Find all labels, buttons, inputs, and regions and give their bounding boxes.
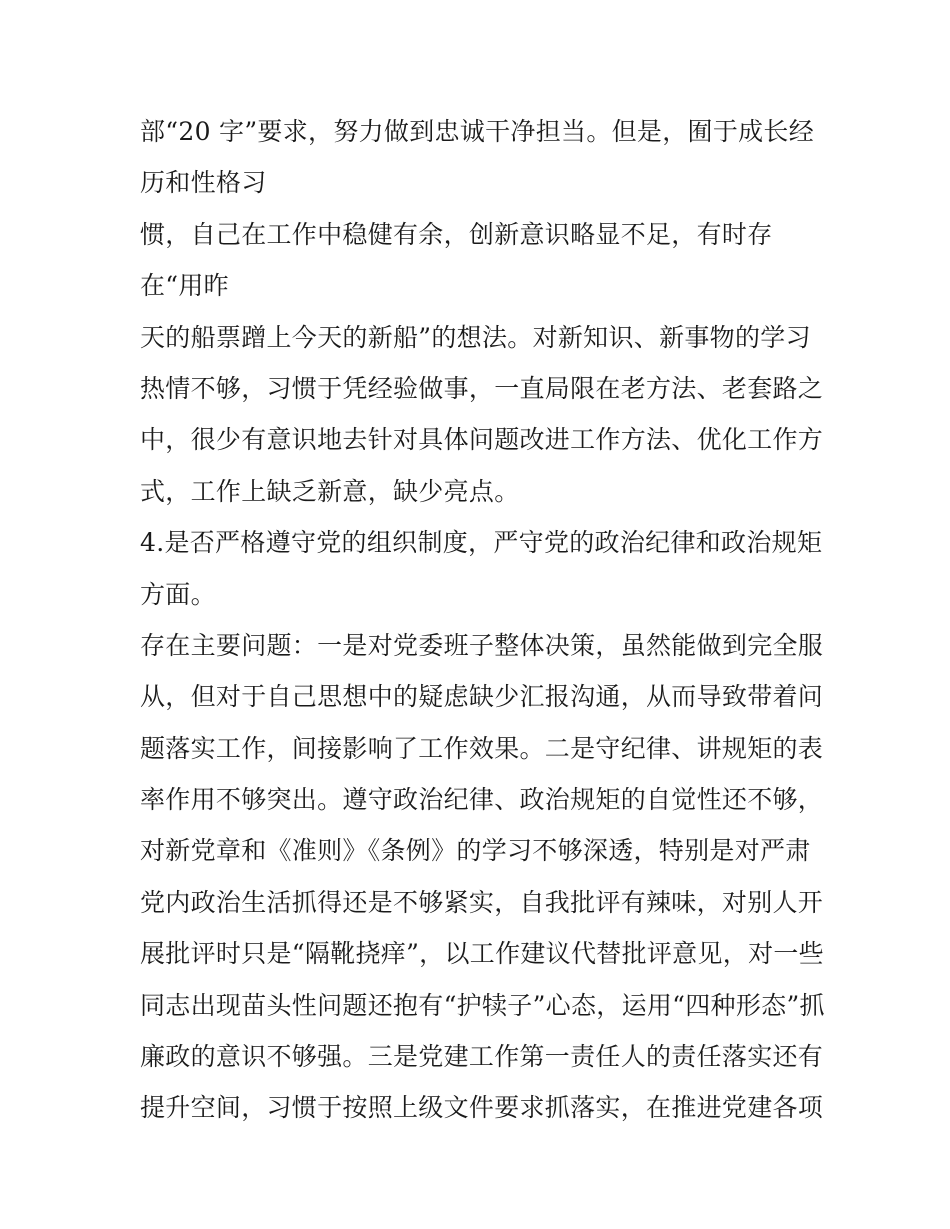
text-line: 率作用不够突出。遵守政治纪律、政治规矩的自觉性还不够， [140,785,824,815]
text-line: 对新党章和《准则》《条例》的学习不够深透，特别是对严肃 [140,836,811,866]
text-line: 部“20 字”要求，努力做到忠诚干净担当。但是，囿于成长经 [140,117,815,146]
section-heading-cont: 方面。 [140,579,216,609]
text-line: 存在主要问题：一是对党委班子整体决策，虽然能做到完全服 [140,630,824,660]
text-line: 在“用昨 [140,271,229,301]
text-line: 提升空间，习惯于按照上级文件要求抓落实，在推进党建各项 [140,1093,824,1123]
text-line: 同志出现苗头性问题还抱有“护犊子”心态，运用“四种形态”抓 [140,990,825,1020]
text-line: 历和性格习 [140,168,267,198]
text-line: 中，很少有意识地去针对具体问题改进工作方法、优化工作方 [140,425,824,455]
text-line: 展批评时只是“隔靴挠痒”，以工作建议代替批评意见，对一些 [140,939,824,969]
text-line: 廉政的意识不够强。三是党建工作第一责任人的责任落实还有 [140,1042,824,1072]
section-heading: 4.是否严格遵守党的组织制度，严守党的政治纪律和政治规矩 [140,528,823,558]
text-line: 党内政治生活抓得还是不够紧实，自我批评有辣味，对别人开 [140,887,824,917]
body-text [140,106,825,1134]
text-line: 式，工作上缺乏新意，缺少亮点。 [140,476,520,506]
text-line: 惯，自己在工作中稳健有余，创新意识略显不足，有时存 [140,219,773,249]
text-line: 天的船票蹭上今天的新船”的想法。对新知识、新事物的学习 [140,322,811,352]
text-line: 热情不够，习惯于凭经验做事，一直局限在老方法、老套路之 [140,373,824,403]
text-line: 从，但对于自己思想中的疑虑缺少汇报沟通，从而导致带着问 [140,682,824,712]
text-line: 题落实工作，间接影响了工作效果。二是守纪律、讲规矩的表 [140,733,824,763]
